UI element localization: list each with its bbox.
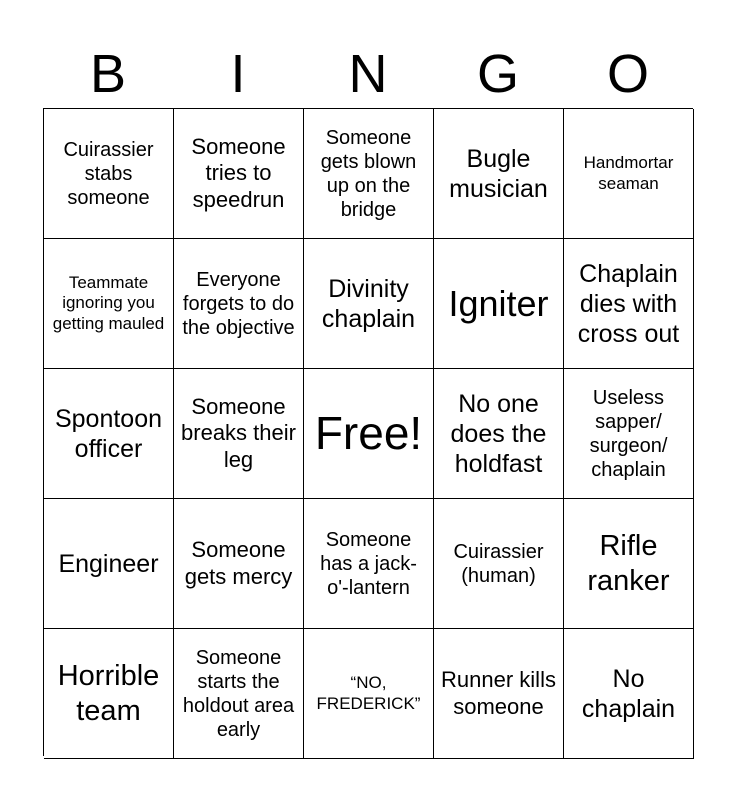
bingo-cell-r2-c1[interactable]: Teammate ignoring you getting mauled [44,239,174,369]
bingo-cell-r2-c2[interactable]: Everyone forgets to do the objective [174,239,304,369]
header-letter-g: G [476,44,519,104]
bingo-cell-r4-c1[interactable]: Engineer [44,499,174,629]
bingo-cell-r5-c2[interactable]: Someone starts the holdout area early [174,629,304,759]
bingo-cell-r3-c2[interactable]: Someone breaks their leg [174,369,304,499]
bingo-cell-r3-c1[interactable]: Spontoon officer [44,369,174,499]
bingo-cell-r5-c4[interactable]: Runner kills someone [434,629,564,759]
bingo-cell-r1-c2[interactable]: Someone tries to speedrun [174,109,304,239]
header-letter-i: I [230,44,246,104]
bingo-cell-r1-c4[interactable]: Bugle musician [434,109,564,239]
header-letter-b: B [89,44,127,104]
bingo-cell-r3-c5[interactable]: Useless sapper/ surgeon/ chaplain [564,369,694,499]
bingo-cell-r4-c4[interactable]: Cuirassier (human) [434,499,564,629]
bingo-cell-r5-c1[interactable]: Horrible team [44,629,174,759]
bingo-cell-r1-c1[interactable]: Cuirassier stabs someone [44,109,174,239]
bingo-header [43,40,693,108]
bingo-cell-r1-c3[interactable]: Someone gets blown up on the bridge [304,109,434,239]
bingo-cell-r1-c5[interactable]: Handmortar seaman [564,109,694,239]
bingo-grid [43,108,693,756]
header-letter-n: N [348,44,388,104]
bingo-cell-r3-c4[interactable]: No one does the holdfast [434,369,564,499]
bingo-cell-free[interactable]: Free! [304,369,434,499]
bingo-cell-r4-c2[interactable]: Someone gets mercy [174,499,304,629]
bingo-cell-r4-c5[interactable]: Rifle ranker [564,499,694,629]
bingo-cell-r2-c4[interactable]: Igniter [434,239,564,369]
bingo-cell-r2-c5[interactable]: Chaplain dies with cross out [564,239,694,369]
bingo-cell-r5-c5[interactable]: No chaplain [564,629,694,759]
header-letter-o: O [606,44,649,104]
bingo-cell-r2-c3[interactable]: Divinity chaplain [304,239,434,369]
bingo-cell-r4-c3[interactable]: Someone has a jack-o'-lantern [304,499,434,629]
bingo-cell-r5-c3[interactable]: “NO, FREDERICK” [304,629,434,759]
